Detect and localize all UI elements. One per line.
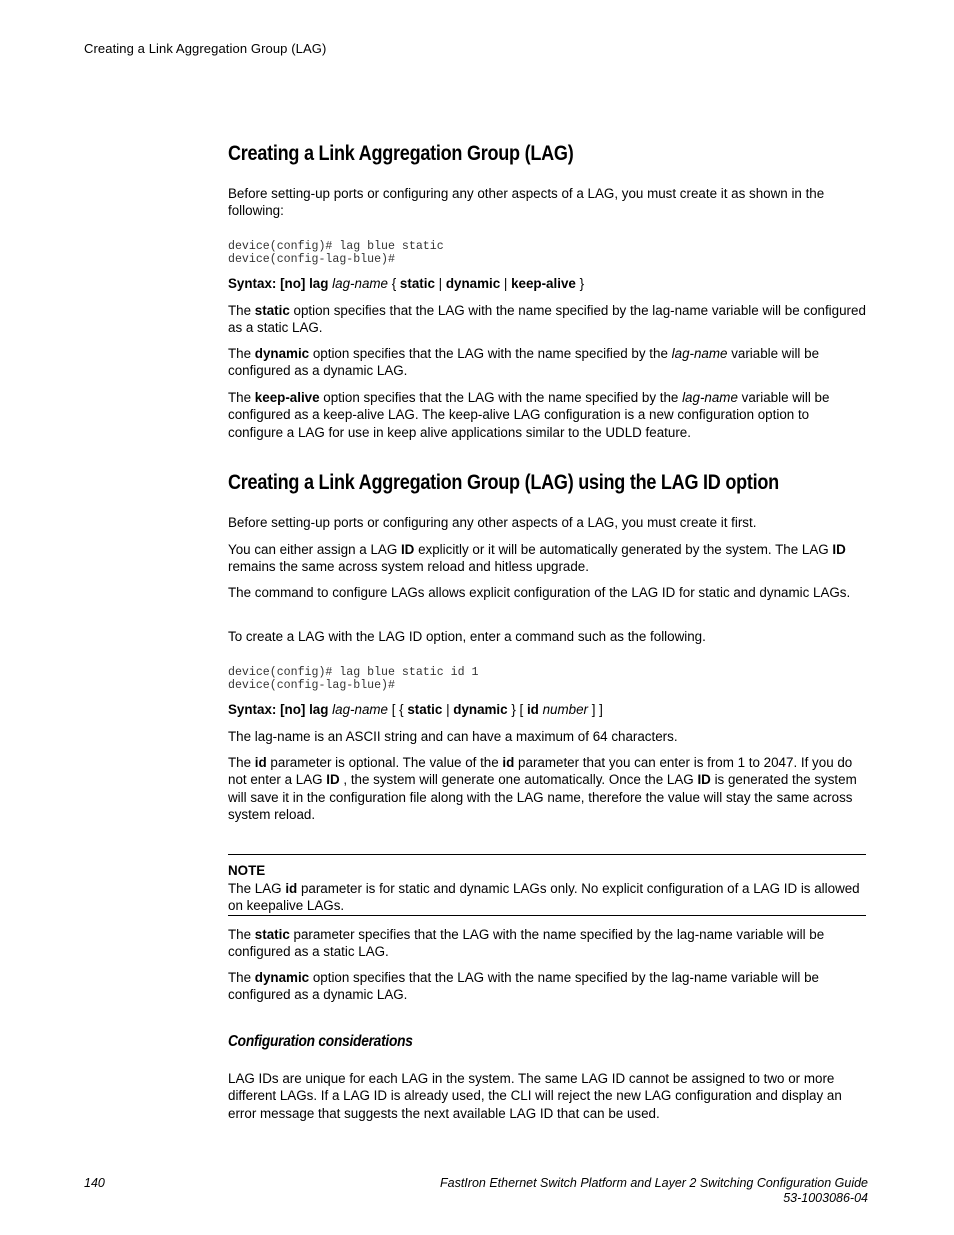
section2-p7 — [228, 926, 866, 961]
syntax-keyword: static — [407, 702, 443, 717]
keyword: id — [502, 755, 515, 770]
subsection-heading-configuration-considerations: Configuration considerations — [228, 1033, 413, 1050]
text: The — [228, 390, 255, 405]
syntax-var: number — [542, 702, 588, 717]
paragraph-keepalive-option — [228, 389, 866, 441]
code-line: device(config)# lag blue static — [228, 240, 444, 253]
syntax-keyword: static — [399, 276, 435, 291]
code-line: device(config)# lag blue static id 1 — [228, 666, 479, 679]
text: You can either assign a LAG — [228, 542, 401, 557]
syntax-punct: } — [575, 276, 585, 291]
text: The — [228, 970, 255, 985]
section1-intro: Before setting-up ports or configuring any other aspects of a LAG, you must create it as shown in the following: — [228, 186, 825, 219]
syntax-label: Syntax: [no] lag — [228, 702, 329, 717]
section2-p8 — [228, 969, 866, 1004]
note-body — [228, 880, 866, 915]
text: explicitly or it will be automatically generated by the system. The LAG — [414, 542, 833, 557]
code-line: device(config-lag-blue)# — [228, 253, 395, 266]
keyword: ID — [400, 542, 415, 557]
variable: lag-name — [671, 346, 728, 361]
keyword: keep-alive — [254, 390, 320, 405]
syntax-punct: { — [388, 276, 400, 291]
keyword: static — [254, 303, 290, 318]
syntax-punct: ] ] — [588, 702, 603, 717]
keyword: ID — [697, 772, 711, 788]
syntax-keyword: dynamic — [453, 702, 508, 717]
note-title: NOTE — [228, 863, 266, 878]
text: parameter specifies that the LAG with the name specified by the lag-name variable will be configured as a static LAG. — [228, 927, 825, 960]
text: variable will be configured as a keep-alive LAG. The keep-alive LAG configuration is a new configuration option to configure a LAG for use in keep alive applications similar to the UDLD feature. — [228, 390, 830, 440]
syntax-var: lag-name — [332, 276, 388, 291]
syntax-var: lag-name — [332, 702, 388, 717]
text: option specifies that the LAG with the name specified by the lag-name variable will be configured as a dynamic LAG. — [228, 970, 819, 1003]
syntax-label: Syntax: [no] lag — [228, 276, 329, 291]
keyword: dynamic — [254, 346, 310, 361]
variable: lag-name — [682, 390, 738, 405]
text: The LAG — [228, 881, 286, 896]
note-top-rule — [228, 854, 866, 855]
section2-p5: The lag-name is an ASCII string and can have a maximum of 64 characters. — [228, 729, 678, 744]
note-bottom-rule — [228, 915, 866, 916]
syntax-punct: [ { — [388, 702, 408, 717]
section2-p3: The command to configure LAGs allows explicit configuration of the LAG ID for static and dynamic LAGs. — [228, 585, 851, 600]
keyword: static — [254, 927, 290, 942]
section2-p4: To create a LAG with the LAG ID option, enter a command such as the following. — [228, 629, 706, 644]
text: option specifies that the LAG with the name specified by the — [309, 346, 672, 361]
paragraph-static-option — [228, 302, 866, 337]
text: The — [228, 927, 255, 942]
keyword: id — [254, 755, 267, 770]
syntax-keyword: dynamic — [445, 276, 501, 291]
syntax-punct: | — [442, 702, 454, 717]
syntax-line-2 — [228, 701, 866, 718]
code-line: device(config-lag-blue)# — [228, 679, 395, 692]
syntax-punct: } [ — [507, 702, 527, 717]
text: variable will be configured as a dynamic LAG. — [228, 346, 820, 379]
code-block-1 — [228, 240, 866, 266]
footer-doc-title: FastIron Ethernet Switch Platform and Layer 2 Switching Configuration Guide — [440, 1176, 868, 1190]
text: The — [228, 303, 255, 318]
section2-p6 — [228, 754, 866, 823]
section2-p2 — [228, 541, 866, 576]
text: , the system will generate one automatically. Once the LAG — [339, 772, 698, 788]
text: parameter that you can enter is from 1 to 2047. If you do not enter a LAG — [228, 755, 853, 788]
syntax-punct: | — [434, 276, 446, 291]
section3-p1: LAG IDs are unique for each LAG in the system. The same LAG ID cannot be assigned to two or more different LAGs. If a LAG ID is already used, the CLI will reject the new LAG configuration and display an error message that suggests the next available LAG ID that can be used. — [228, 1071, 842, 1121]
syntax-line-1 — [228, 275, 866, 292]
keyword: ID — [326, 772, 340, 788]
paragraph-dynamic-option — [228, 345, 866, 380]
syntax-keyword: id — [526, 702, 539, 717]
text: parameter is for static and dynamic LAGs only. No explicit configuration of a LAG ID is allowed on keepalive LAGs. — [228, 881, 860, 914]
section-heading-create-lag: Creating a Link Aggregation Group (LAG) — [228, 142, 574, 165]
keyword: ID — [832, 542, 846, 557]
text: option specifies that the LAG with the name specified by the lag-name variable will be configured as a static LAG. — [228, 303, 866, 336]
keyword: id — [285, 881, 298, 896]
text: is generated the system will save it in the configuration file along with the LAG name, therefore the value will stay the same across system reload. — [228, 772, 857, 822]
text: parameter is optional. The value of the — [266, 755, 503, 770]
section-heading-lag-id-option: Creating a Link Aggregation Group (LAG) using the LAG ID option — [228, 471, 779, 494]
page-number: 140 — [84, 1176, 105, 1190]
footer-doc-info — [440, 1176, 868, 1206]
keyword: dynamic — [254, 970, 310, 985]
text: option specifies that the LAG with the name specified by the — [319, 390, 683, 405]
text: remains the same across system reload and hitless upgrade. — [228, 559, 589, 575]
text: The — [228, 346, 255, 361]
code-block-2 — [228, 666, 866, 692]
syntax-punct: | — [500, 276, 512, 291]
syntax-keyword: keep-alive — [511, 276, 576, 291]
footer-doc-number: 53-1003086-04 — [783, 1191, 868, 1205]
text: The — [228, 755, 255, 770]
section2-p1: Before setting-up ports or configuring any other aspects of a LAG, you must create it first. — [228, 515, 757, 530]
running-header: Creating a Link Aggregation Group (LAG) — [84, 41, 327, 56]
